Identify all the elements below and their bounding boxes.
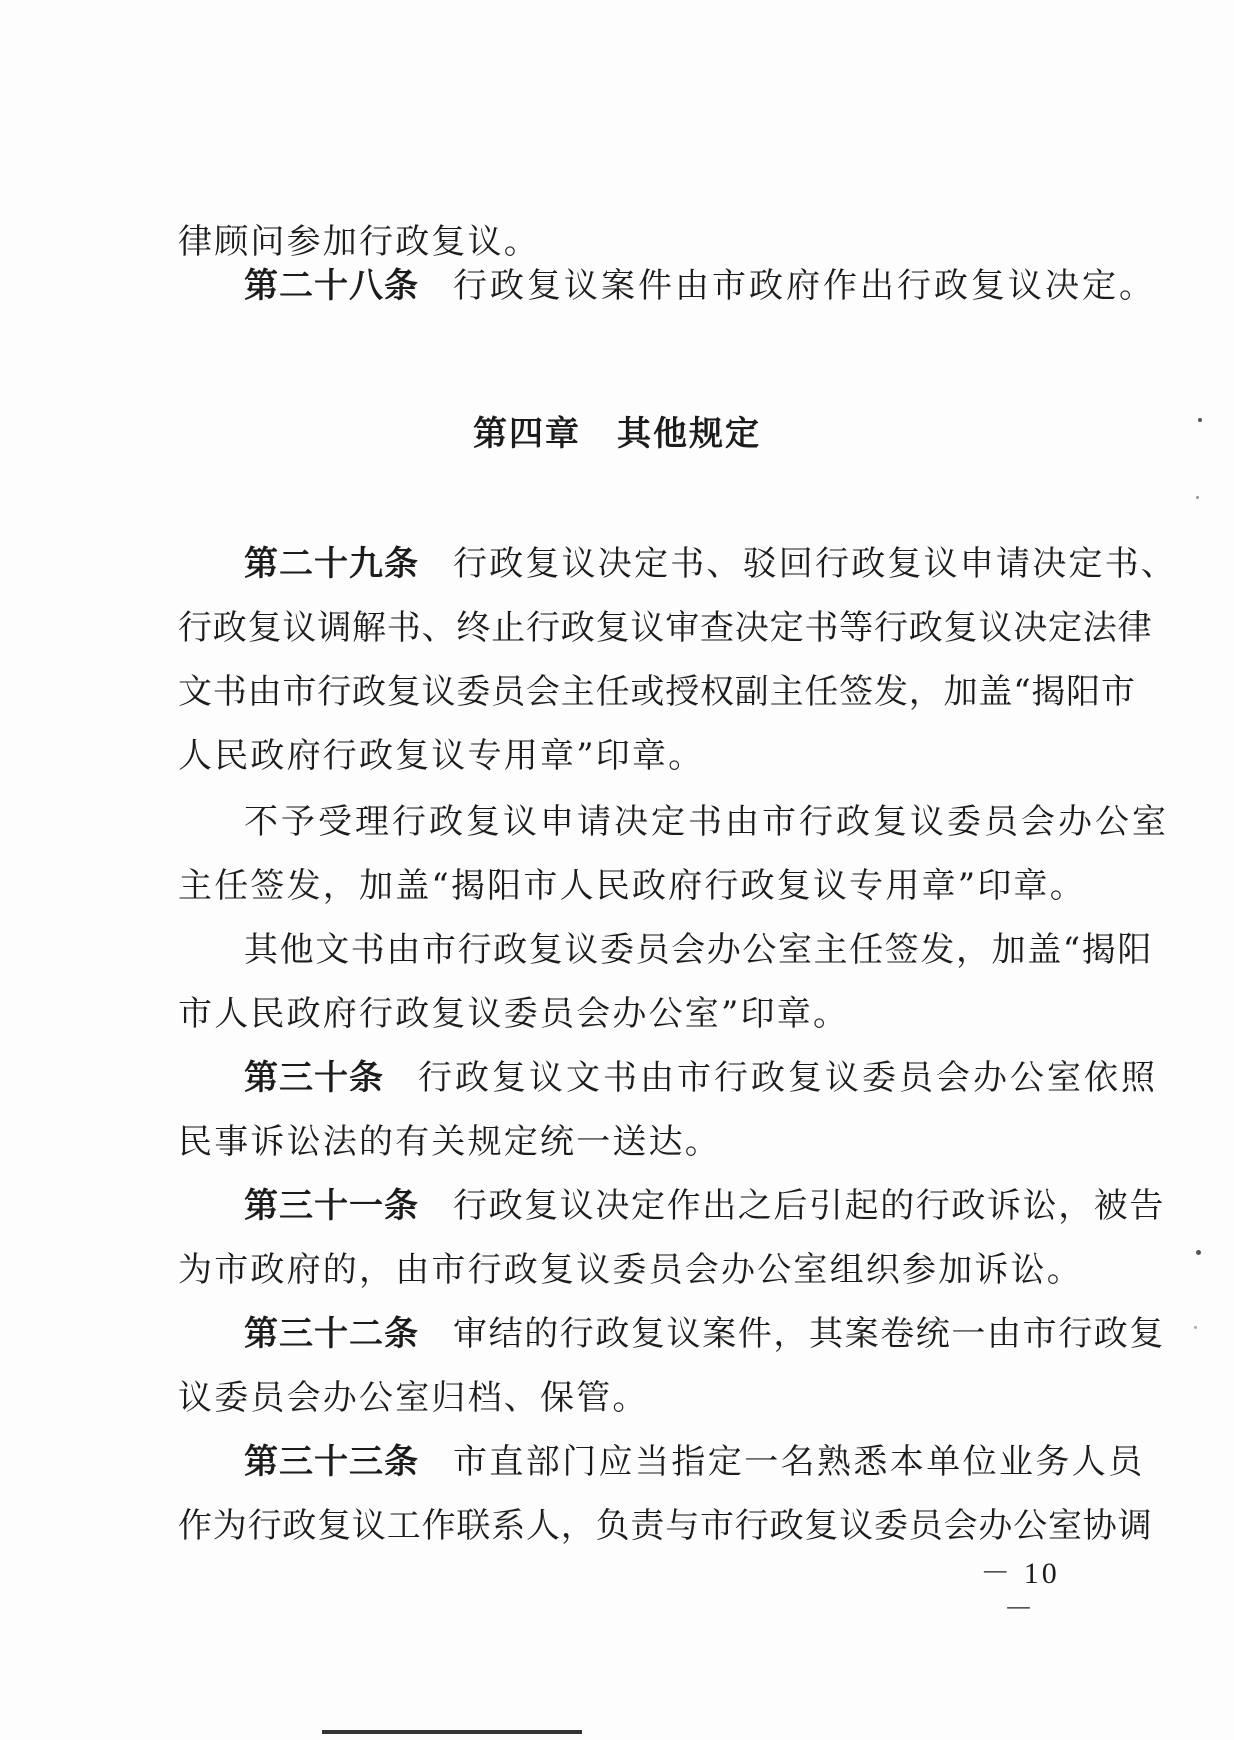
article-28	[244, 264, 1164, 308]
line-text: 行政复议决定书、驳回行政复议申请决定书、	[453, 544, 1177, 584]
line-text: 作为行政复议工作联系人，负责与市行政复议委员会办公室协调	[178, 1506, 1153, 1546]
article-31	[244, 1184, 1164, 1228]
line-text: 行政复议案件由市政府作出行政复议决定。	[453, 266, 1156, 306]
line-text: 审结的行政复议案件，其案卷统一由市行政复	[453, 1314, 1165, 1354]
chapter-heading	[0, 412, 1234, 456]
article-label: 第三十条	[244, 1058, 384, 1098]
article-29	[244, 542, 1177, 586]
article-label: 第三十一条	[244, 1186, 419, 1226]
line-text: 主任签发，加盖“揭阳市人民政府行政复议专用章”印章。	[178, 866, 1086, 906]
line-text: 民事诉讼法的有关规定统一送达。	[178, 1122, 721, 1162]
body-line	[178, 992, 1098, 1036]
line-text: 文书由市行政复议委员会主任或授权副主任签发，加盖“揭阳市	[178, 672, 1136, 712]
scan-speck	[1196, 1250, 1201, 1255]
body-line	[178, 864, 1098, 908]
page-number: － 10 －	[980, 1557, 1060, 1626]
line-text: 律顾问参加行政复议。	[178, 222, 540, 262]
chapter-title: 其他规定	[617, 414, 761, 454]
article-label: 第三十三条	[244, 1442, 419, 1482]
line-text: 行政复议决定作出之后引起的行政诉讼，被告	[453, 1186, 1165, 1226]
scan-speck	[1198, 418, 1202, 422]
body-line	[178, 1120, 1098, 1164]
scan-speck	[1194, 1326, 1197, 1329]
body-line	[178, 220, 1098, 264]
body-paragraph	[244, 928, 1164, 972]
body-line	[178, 1376, 1098, 1420]
body-line	[178, 734, 1098, 778]
article-30	[244, 1056, 1164, 1100]
scan-speck	[1196, 496, 1199, 499]
scan-edge-mark	[322, 1730, 582, 1734]
article-33	[244, 1440, 1164, 1484]
article-label: 第二十八条	[244, 266, 419, 306]
line-text: 行政复议文书由市行政复议委员会办公室依照	[418, 1058, 1158, 1098]
line-text: 不予受理行政复议申请决定书由市行政复议委员会办公室	[244, 802, 1169, 842]
article-label: 第二十九条	[244, 544, 419, 584]
body-line	[178, 1248, 1098, 1292]
line-text: 市直部门应当指定一名熟悉本单位业务人员	[453, 1442, 1145, 1482]
article-label: 第三十二条	[244, 1314, 419, 1354]
chapter-number: 第四章	[473, 414, 581, 454]
line-text: 人民政府行政复议专用章”印章。	[178, 736, 705, 776]
body-line	[178, 606, 1153, 650]
line-text: 其他文书由市行政复议委员会办公室主任签发，加盖“揭阳	[244, 930, 1153, 970]
line-text: 为市政府的，由市行政复议委员会办公室组织参加诉讼。	[178, 1250, 1083, 1290]
body-line	[178, 1504, 1153, 1548]
line-text: 市人民政府行政复议委员会办公室”印章。	[178, 994, 850, 1034]
article-32	[244, 1312, 1164, 1356]
line-text: 行政复议调解书、终止行政复议审查决定书等行政复议决定法律	[178, 608, 1153, 648]
line-text: 议委员会办公室归档、保管。	[178, 1378, 649, 1418]
body-line	[178, 670, 1136, 714]
body-paragraph	[244, 800, 1169, 844]
